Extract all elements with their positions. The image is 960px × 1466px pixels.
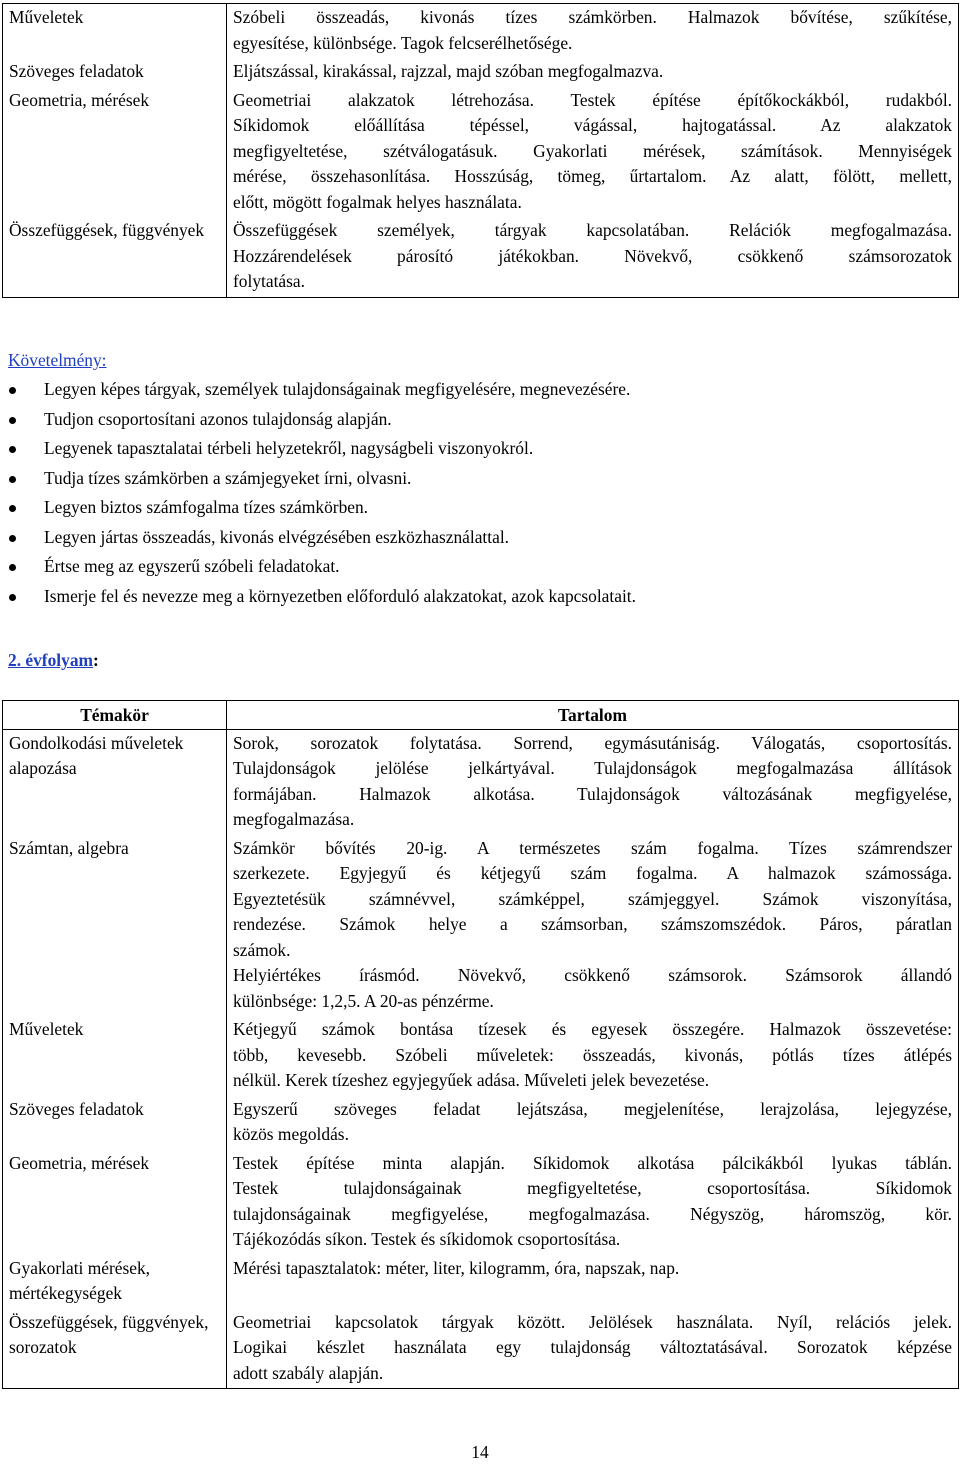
content-line: tulajdonságainak megfigyelése, megfogalmazása. Négyszög, háromszög, kör. [233,1203,952,1224]
content-line: Tulajdonságok jelölése jelkártyával. Tulajdonságok megfogalmazása állítások [233,758,952,778]
topic-cell: Számtan, algebra [3,835,227,1017]
bullet-icon [9,564,16,571]
topic-cell: Geometria, mérések [3,87,227,218]
content-line: több, kevesebb. Szóbeli műveletek: összeadás, kivonás, pótlás tízes átlépés [233,1044,952,1065]
content-line: Összefüggések személyek, tárgyak kapcsolatában. Relációk megfogalmazása. [233,220,952,240]
bullet-icon [9,387,16,394]
content-cell [227,1016,959,1096]
topic-cell: Műveletek [3,4,227,59]
content-line: szerkezete. Egyjegyű és kétjegyű szám fogalma. A halmazok számossága. [233,863,952,883]
bullet-icon [9,476,16,483]
requirements-title: Követelmény: [8,350,107,370]
content-line: Sorok, sorozatok folytatása. Sorrend, egymásutániság. Válogatás, csoportosítás. [233,732,952,753]
content-cell [227,4,959,59]
grade-heading [8,648,99,674]
table-row [3,1150,959,1255]
content-line: folytatása. [233,271,305,291]
grade-colon: : [93,650,99,670]
content-cell [227,729,959,835]
content-line: közös megoldás. [233,1124,349,1144]
requirement-item [8,495,948,525]
table-row [3,58,959,87]
bullet-icon [9,594,16,601]
content-line: Eljátszással, kirakással, rajzzal, majd szóban megfogalmazva. [233,61,664,81]
content-line: Tájékozódás síkon. Testek és síkidomok csoportosítása. [233,1229,621,1249]
content-line: Egyszerű szöveges feladat lejátszása, megjelenítése, lerajzolása, lejegyzése, [233,1098,952,1119]
content-line: Testek építése minta alapján. Síkidomok alkotása pálcikákból lyukas táblán. [233,1152,952,1173]
table-row [3,4,959,59]
table-row [3,1309,959,1389]
content-cell [227,1255,959,1309]
content-line: Szóbeli összeadás, kivonás tízes számkörben. Halmazok bővítése, szűkítése, [233,7,952,27]
table-row [3,217,959,297]
content-cell [227,835,959,1017]
content-line: Geometriai alakzatok létrehozása. Testek építése építőkockákból, rudakból. [233,89,952,110]
content-line: egyesítése, különbsége. Tagok felcserélhetősége. [233,32,573,53]
content-line: Egyeztetésük számnévvel, számképpel, számjeggyel. Számok viszonyítása, [233,888,952,909]
content-line: különbsége: 1,2,5. A 20-as pénzérme. [233,990,494,1011]
requirement-text: Legyen képes tárgyak, személyek tulajdonságainak megfigyelésére, megnevezésére. [44,379,631,399]
topic-cell: Szöveges feladatok [3,1096,227,1150]
requirement-item [8,466,948,496]
content-line: előtt, mögött fogalmak helyes használata. [233,191,522,212]
bullet-icon [9,505,16,512]
table-row [3,729,959,835]
content-line: Helyiértékes írásmód. Növekvő, csökkenő számsorok. Számsorok állandó [233,965,952,985]
table-row [3,1255,959,1309]
content-line: Kétjegyű számok bontása tízesek és egyesek összegére. Halmazok összevetése: [233,1019,952,1039]
curriculum-table-grade1 [2,3,959,298]
requirement-text: Ismerje fel és nevezze meg a környezetben előforduló alakzatokat, azok kapcsolatait. [44,585,636,606]
content-line: adott szabály alapján. [233,1362,384,1383]
topic-cell: Összefüggések, függvények, sorozatok [3,1309,227,1389]
topic-cell: Gyakorlati mérések, mértékegységek [3,1255,227,1309]
content-cell [227,1150,959,1255]
requirement-item [8,436,948,466]
content-line: rendezése. Számok helye a számsorban, számszomszédok. Páros, páratlan [233,914,952,934]
content-line: megfigyeltetése, szétválogatásuk. Gyakorlati mérések, számítások. Mennyiségek [233,140,952,161]
topic-cell: Gondolkodási műveletek alapozása [3,729,227,835]
topic-cell: Műveletek [3,1016,227,1096]
requirement-item [8,554,948,584]
header-content: Tartalom [227,701,959,730]
requirement-text: Legyen biztos számfogalma tízes számkörben. [44,497,369,517]
content-line: Síkidomok előállítása tépéssel, vágással, hajtogatással. Az alakzatok [233,115,952,135]
content-line: Logikai készlet használata egy tulajdonság változtatásával. Sorozatok képzése [233,1337,952,1357]
bullet-icon [9,446,16,453]
content-line: formájában. Halmazok alkotása. Tulajdonságok változásának megfigyelése, [233,783,952,804]
content-line: megfogalmazása. [233,809,355,829]
requirements-list [8,377,948,613]
bullet-icon [9,535,16,542]
content-cell [227,87,959,218]
content-line: Mérési tapasztalatok: méter, liter, kilogramm, óra, napszak, nap. [233,1257,680,1278]
content-line: számok. [233,939,291,960]
content-cell [227,217,959,297]
requirement-item [8,525,948,555]
content-cell [227,1096,959,1150]
requirement-text: Tudja tízes számkörben a számjegyeket írni, olvasni. [44,467,412,488]
header-topic: Témakör [3,701,227,730]
requirement-item [8,377,948,407]
requirement-item [8,407,948,437]
table-row [3,87,959,218]
table-row [3,1016,959,1096]
page-number: 14 [471,1442,489,1462]
topic-cell: Szöveges feladatok [3,58,227,87]
content-cell [227,1309,959,1389]
content-line: mérése, összehasonlítása. Hosszúság, tömeg, űrtartalom. Az alatt, fölött, mellett, [233,166,952,186]
requirement-text: Legyenek tapasztalatai térbeli helyzetekről, nagyságbeli viszonyokról. [44,438,534,458]
content-line: Hozzárendelések párosító játékokban. Növekvő, csökkenő számsorozatok [233,245,952,266]
topic-cell: Geometria, mérések [3,1150,227,1255]
content-cell [227,58,959,87]
requirement-item [8,584,948,614]
requirement-text: Legyen jártas összeadás, kivonás elvégzésében eszközhasználattal. [44,526,509,547]
content-line: Számkör bővítés 20-ig. A természetes szám fogalma. Tízes számrendszer [233,837,952,858]
content-line: Testek tulajdonságainak megfigyeltetése, csoportosítása. Síkidomok [233,1178,952,1198]
table-row [3,1096,959,1150]
grade-label: 2. évfolyam [8,650,94,670]
bullet-icon [9,417,16,424]
requirement-text: Tudjon csoportosítani azonos tulajdonság alapján. [44,408,392,429]
topic-cell: Összefüggések, függvények [3,217,227,297]
content-line: Geometriai kapcsolatok tárgyak között. Jelölések használata. Nyíl, relációs jelek. [233,1311,952,1332]
requirement-text: Értse meg az egyszerű szóbeli feladatokat. [44,556,340,576]
content-line: nélkül. Kerek tízeshez egyjegyűek adása. Műveleti jelek bevezetése. [233,1070,710,1090]
table-row [3,835,959,1017]
curriculum-table-grade2 [2,700,959,1389]
